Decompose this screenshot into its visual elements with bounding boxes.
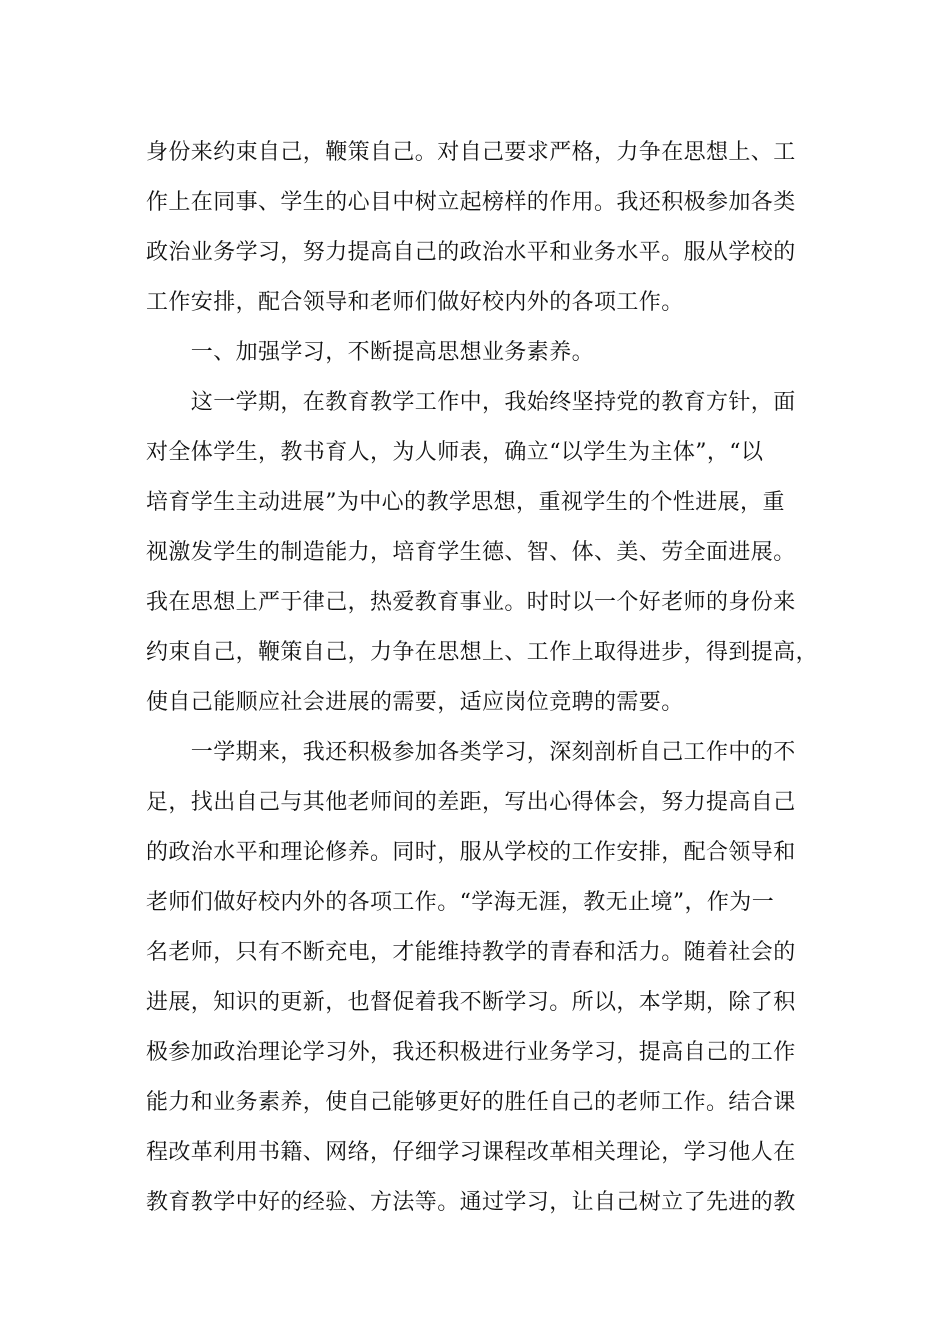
text-line: 足，找出自己与其他老师间的差距，写出心得体会，努力提高自己 [146,790,796,815]
text-line: 培育学生主动进展”为中心的教学思想，重视学生的个性进展，重 [146,490,785,515]
text-line: 使自己能顺应社会进展的需要，适应岗位竞聘的需要。 [146,690,684,715]
document-body [146,128,819,1228]
text-line: 程改革利用书籍、网络，仔细学习课程改革相关理论，学习他人在 [146,1140,796,1165]
text-line: 我在思想上严于律己，热爱教育事业。时时以一个好老师的身份来 [146,590,796,615]
text-line: 工作安排，配合领导和老师们做好校内外的各项工作。 [146,290,684,315]
text-line: 视激发学生的制造能力，培育学生德、智、体、美、劳全面进展。 [146,540,796,565]
text-line: 教育教学中好的经验、方法等。通过学习，让自己树立了先进的教 [146,1190,796,1215]
text-line: 一学期来，我还积极参加各类学习，深刻剖析自己工作中的不 [146,740,796,765]
section-heading: 一、加强学习，不断提高思想业务素养。 [146,340,595,365]
text-line: 老师们做好校内外的各项工作。“学海无涯，教无止境”，作为一 [146,890,775,915]
text-line: 进展，知识的更新，也督促着我不断学习。所以，本学期，除了积 [146,990,796,1015]
text-line: 政治业务学习，努力提高自己的政治水平和业务水平。服从学校的 [146,240,796,265]
text-line: 这一学期，在教育教学工作中，我始终坚持党的教育方针，面 [146,390,796,415]
text-line: 作上在同事、学生的心目中树立起榜样的作用。我还积极参加各类 [146,190,796,215]
text-line: 的政治水平和理论修养。同时，服从学校的工作安排，配合领导和 [146,840,796,865]
text-line: 约束自己，鞭策自己，力争在思想上、工作上取得进步，得到提高， [146,640,819,665]
text-line: 名老师，只有不断充电，才能维持教学的青春和活力。随着社会的 [146,940,796,965]
text-line: 极参加政治理论学习外，我还积极进行业务学习，提高自己的工作 [146,1040,796,1065]
text-line: 能力和业务素养，使自己能够更好的胜任自己的老师工作。结合课 [146,1090,796,1115]
text-line: 身份来约束自己，鞭策自己。对自己要求严格，力争在思想上、工 [146,140,796,165]
text-line: 对全体学生，教书育人，为人师表，确立“以学生为主体”，“以 [146,440,764,465]
